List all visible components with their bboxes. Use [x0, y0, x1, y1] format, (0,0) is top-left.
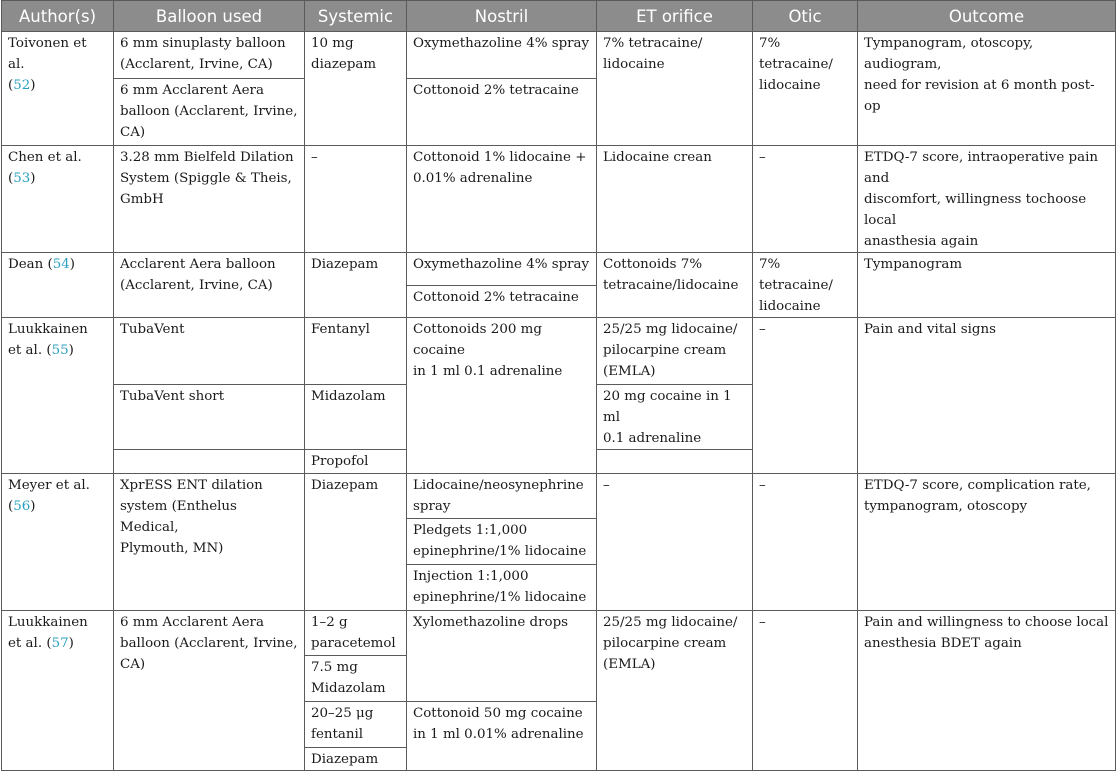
reference-link[interactable]: 57 — [51, 636, 69, 651]
table-row — [2, 611, 1116, 656]
balloon-cell: TubaVent short — [114, 385, 305, 450]
header-authors: Author(s) — [2, 1, 114, 32]
otic-cell: – — [753, 318, 858, 474]
systemic-cell: 20–25 μg fentanil — [305, 702, 407, 748]
otic-cell: – — [753, 611, 858, 771]
nostril-cell: Cottonoid 1% lidocaine + 0.01% adrenaline — [407, 146, 597, 253]
author-cell: Luukkainen et al. (55) — [2, 318, 114, 474]
balloon-cell: 6 mm sinuplasty balloon (Acclarent, Irvine, CA) — [114, 32, 305, 79]
header-et-orifice: ET orifice — [597, 1, 753, 32]
systemic-cell: Diazepam — [305, 748, 407, 771]
et-orifice-cell — [597, 450, 753, 474]
nostril-cell: Pledgets 1:1,000 epinephrine/1% lidocaine — [407, 519, 597, 565]
otic-cell: 7% tetracaine/ lidocaine — [753, 32, 858, 146]
balloon-cell: 3.28 mm Bielfeld Dilation System (Spiggle & Theis, GmbH — [114, 146, 305, 253]
outcome-cell: Pain and willingness to choose local anesthesia BDET again — [858, 611, 1116, 771]
otic-cell: – — [753, 146, 858, 253]
nostril-cell: Oxymethazoline 4% spray — [407, 253, 597, 286]
systemic-cell: 1–2 g paracetemol — [305, 611, 407, 656]
author-cell: Toivonen et al. (52) — [2, 32, 114, 146]
nostril-cell: Cottonoids 200 mg cocaine in 1 ml 0.1 adrenaline — [407, 318, 597, 474]
reference-link[interactable]: 53 — [13, 171, 31, 186]
nostril-cell: Xylomethazoline drops — [407, 611, 597, 702]
outcome-cell: Tympanogram, otoscopy, audiogram, need for revision at 6 month post-op — [858, 32, 1116, 146]
nostril-cell: Lidocaine/neosynephrine spray — [407, 474, 597, 519]
nostril-cell: Oxymethazoline 4% spray — [407, 32, 597, 79]
header-systemic: Systemic — [305, 1, 407, 32]
header-nostril: Nostril — [407, 1, 597, 32]
systemic-cell: 7.5 mg Midazolam — [305, 656, 407, 702]
header-row — [2, 1, 1116, 32]
table-row — [2, 318, 1116, 385]
table-row — [2, 253, 1116, 286]
anesthesia-comparison-table — [1, 0, 1116, 771]
outcome-cell: Pain and vital signs — [858, 318, 1116, 474]
table-row — [2, 474, 1116, 519]
otic-cell: 7% tetracaine/ lidocaine — [753, 253, 858, 318]
systemic-cell: 10 mg diazepam — [305, 32, 407, 146]
et-orifice-cell: Lidocaine crean — [597, 146, 753, 253]
balloon-cell — [114, 450, 305, 474]
systemic-cell: Midazolam — [305, 385, 407, 450]
outcome-cell: Tympanogram — [858, 253, 1116, 318]
et-orifice-cell: Cottonoids 7% tetracaine/lidocaine — [597, 253, 753, 318]
nostril-cell: Cottonoid 50 mg cocaine in 1 ml 0.01% adrenaline — [407, 702, 597, 771]
nostril-cell: Cottonoid 2% tetracaine — [407, 79, 597, 146]
reference-link[interactable]: 52 — [13, 78, 31, 93]
reference-link[interactable]: 54 — [52, 257, 70, 272]
et-orifice-cell: 20 mg cocaine in 1 ml 0.1 adrenaline — [597, 385, 753, 450]
otic-cell: – — [753, 474, 858, 611]
outcome-cell: ETDQ-7 score, intraoperative pain and discomfort, willingness tochoose local anasthesia again — [858, 146, 1116, 253]
et-orifice-cell: 7% tetracaine/ lidocaine — [597, 32, 753, 146]
outcome-cell: ETDQ-7 score, complication rate, tympanogram, otoscopy — [858, 474, 1116, 611]
author-cell: Meyer et al. (56) — [2, 474, 114, 611]
systemic-cell: Diazepam — [305, 474, 407, 611]
table-row — [2, 146, 1116, 253]
reference-link[interactable]: 56 — [13, 499, 31, 514]
et-orifice-cell: 25/25 mg lidocaine/ pilocarpine cream (EMLA) — [597, 318, 753, 385]
header-outcome: Outcome — [858, 1, 1116, 32]
systemic-cell: Fentanyl — [305, 318, 407, 385]
author-cell: Dean (54) — [2, 253, 114, 318]
table-row — [2, 32, 1116, 79]
nostril-cell: Injection 1:1,000 epinephrine/1% lidocaine — [407, 565, 597, 611]
reference-link[interactable]: 55 — [51, 343, 69, 358]
author-cell: Chen et al. (53) — [2, 146, 114, 253]
balloon-cell: XprESS ENT dilation system (Enthelus Medical, Plymouth, MN) — [114, 474, 305, 611]
nostril-cell: Cottonoid 2% tetracaine — [407, 285, 597, 318]
balloon-cell: 6 mm Acclarent Aera balloon (Acclarent, Irvine, CA) — [114, 79, 305, 146]
et-orifice-cell: 25/25 mg lidocaine/ pilocarpine cream (EMLA) — [597, 611, 753, 771]
balloon-cell: Acclarent Aera balloon (Acclarent, Irvine, CA) — [114, 253, 305, 318]
header-balloon: Balloon used — [114, 1, 305, 32]
systemic-cell: Diazepam — [305, 253, 407, 318]
et-orifice-cell: – — [597, 474, 753, 611]
systemic-cell: – — [305, 146, 407, 253]
header-otic: Otic — [753, 1, 858, 32]
systemic-cell: Propofol — [305, 450, 407, 474]
balloon-cell: TubaVent — [114, 318, 305, 385]
balloon-cell: 6 mm Acclarent Aera balloon (Acclarent, Irvine, CA) — [114, 611, 305, 771]
author-cell: Luukkainen et al. (57) — [2, 611, 114, 771]
